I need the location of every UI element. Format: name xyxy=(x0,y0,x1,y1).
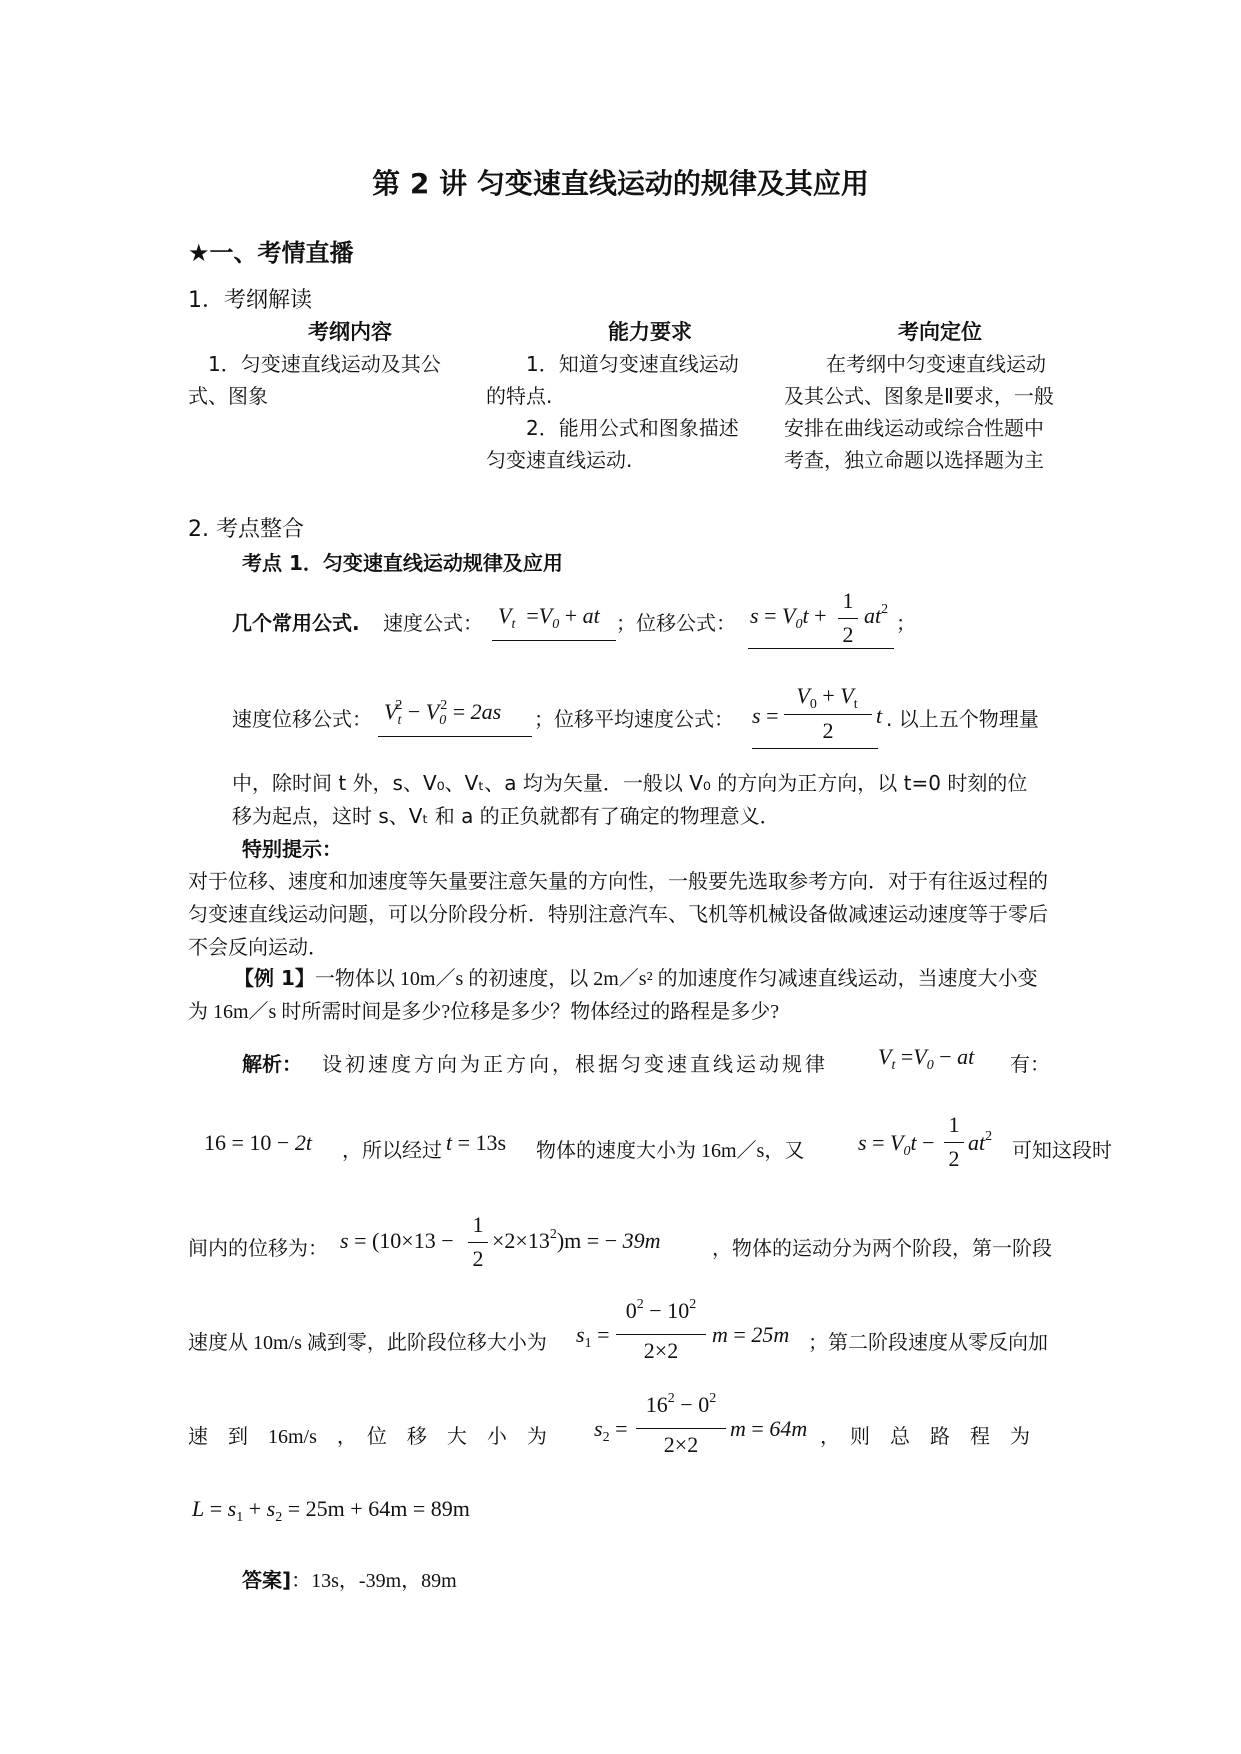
speed-disp-formula: $V_t^2 - V_0^2 = 2as$ xyxy=(384,698,502,728)
disp-frac-den: 2 xyxy=(842,622,854,647)
paragraph-line-1: 中，除时间 t 外，s、V₀、Vₜ、a 均为矢量．一般以 V₀ 的方向为正方向，以 t=0 时刻的位 xyxy=(232,771,1028,795)
solution-text-3-tail: ，物体的运动分为两个阶段，第一阶段 xyxy=(712,1236,1052,1260)
solution-text-5: 速 到 16m/s ， 位 移 大 小 为 xyxy=(188,1426,547,1448)
avg-formula-s: s = xyxy=(752,703,779,728)
displacement-frac-den: 2 xyxy=(472,1246,484,1271)
solution-text-1: 设初速度方向为正方向，根据匀变速直线运动规律 xyxy=(322,1052,828,1076)
displacement-expr-a: s = (10×13 − xyxy=(340,1228,454,1253)
s2-label: $s_2$ = xyxy=(594,1416,628,1445)
solution-text-5-tail: ， 则 总 路 程 为 xyxy=(820,1424,1030,1448)
total-path-equation: $L = s_1 + s_2 = 25m + 64m = 89m$ xyxy=(192,1496,470,1525)
formula-line-tail: . 以上五个物理量 xyxy=(886,707,1039,731)
table-header-ability: 能力要求 xyxy=(608,320,692,344)
disp-frac-bar xyxy=(838,618,858,619)
formula-lead: 几个常用公式. xyxy=(232,611,360,635)
solution-text-3: 间内的位移为： xyxy=(188,1236,328,1260)
table-header-direction: 考向定位 xyxy=(898,320,982,344)
solution-text-2c: 可知这段时 xyxy=(1012,1138,1112,1162)
avg-formula-t: t xyxy=(876,703,883,728)
solution-formula-2: $s = V_0t$ − xyxy=(858,1130,935,1159)
table-header-content: 考纲内容 xyxy=(308,320,392,344)
speed-formula-label: 速度公式： xyxy=(383,611,483,635)
solution-text-2a: ，所以经过 xyxy=(342,1138,442,1162)
s1-result: m = 25m xyxy=(712,1322,790,1347)
avg-frac-den: 2 xyxy=(822,718,834,743)
page-title: 第 2 讲 匀变速直线运动的规律及其应用 xyxy=(372,167,869,200)
tip-label: 特别提示： xyxy=(242,837,342,861)
solution-frac-num-2: 1 xyxy=(948,1112,960,1137)
displacement-frac-bar xyxy=(468,1242,488,1243)
table-cell-ability-2: 2．能用公式和图象描述匀变速直线运动. xyxy=(486,416,739,472)
avg-formula-underline xyxy=(752,748,878,749)
speed-disp-label: 速度位移公式： xyxy=(232,707,372,731)
disp-formula-right: $at^2$ xyxy=(864,602,889,628)
displacement-frac-num: 1 xyxy=(472,1212,484,1237)
solution-label: 解析： xyxy=(242,1052,302,1076)
subsection-heading-2: 2. 考点整合 xyxy=(188,517,304,542)
s2-frac-num: $16^2 - 0^2$ xyxy=(645,1391,717,1417)
disp-formula-underline xyxy=(748,648,894,649)
disp-formula-left: $s = V_0t$ + xyxy=(750,603,827,632)
solution-text-4: 速度从 10m/s 减到零，此阶段位移大小为 xyxy=(188,1332,547,1354)
disp-formula-label: ；位移公式： xyxy=(616,611,736,635)
equation-16: 16 = 10 − 2t xyxy=(204,1130,312,1155)
speed-disp-underline xyxy=(378,736,532,737)
solution-text-4-tail: ；第二阶段速度从零反向加 xyxy=(808,1330,1048,1354)
s1-label: $s_1$ = xyxy=(576,1322,610,1351)
table-cell-ability-1: 1．知道匀变速直线运动的特点. xyxy=(486,352,739,408)
solution-at2: $at^2$ xyxy=(968,1129,993,1155)
s2-result: m = 64m xyxy=(730,1416,808,1441)
example-question: 【例 1】一物体以 10m／s 的初速度，以 2m／s² 的加速度作匀减速直线运动，当速度大小变为 16m／s 时所需时间是多少?位移是多少？物体经过的路程是多少? xyxy=(188,966,1038,1023)
disp-frac-num: 1 xyxy=(842,588,854,613)
tip-text: 对于位移、速度和加速度等矢量要注意矢量的方向性，一般要先选取参考方向．对于有往返过程的匀变速直线运动问题，可以分阶段分析．特别注意汽车、飞机等机械设备做减速运动速度等于零后不会反向运动． xyxy=(188,869,1048,959)
solution-t-13s: t = 13s xyxy=(446,1130,507,1155)
avg-frac-bar xyxy=(784,714,872,715)
s1-frac-bar xyxy=(616,1334,706,1335)
s2-frac-den: 2×2 xyxy=(663,1432,699,1457)
s1-frac-den: 2×2 xyxy=(643,1338,679,1363)
subsection-heading: 1．考纲解读 xyxy=(188,288,312,313)
displacement-expr-b: $\times 2\times 13^2)m$ = − 39m xyxy=(492,1227,661,1253)
s2-frac-bar xyxy=(636,1428,726,1429)
table-cell-content: 1．匀变速直线运动及其公式、图象 xyxy=(188,352,441,408)
table-cell-direction: 在考纲中匀变速直线运动及其公式、图象是Ⅱ要求，一般安排在曲线运动或综合性题中考查，独立命题以选择题为主 xyxy=(784,352,1054,472)
formula-separator: ； xyxy=(896,611,916,635)
avg-formula-label: ；位移平均速度公式： xyxy=(534,707,734,731)
speed-formula-underline xyxy=(492,640,616,641)
section-heading: ★一、考情直播 xyxy=(188,239,354,267)
solution-formula-1: $V_t =V_0$ − at xyxy=(878,1044,975,1073)
solution-frac-den-2: 2 xyxy=(948,1146,960,1171)
solution-text-2b: 物体的速度大小为 16m／s，又 xyxy=(536,1140,805,1162)
paragraph-line-2: 移为起点，这时 s、Vₜ 和 a 的正负就都有了确定的物理意义． xyxy=(232,804,780,828)
solution-frac-bar-2 xyxy=(944,1142,964,1143)
avg-frac-num: $V_0 + V_t$ xyxy=(796,683,858,712)
kaodian-heading: 考点 1．匀变速直线运动规律及应用 xyxy=(242,551,563,575)
speed-formula: $V_t =V_0$ + at xyxy=(498,603,600,632)
s1-frac-num: $0^2 - 10^2$ xyxy=(625,1297,697,1323)
solution-text-1-end: 有： xyxy=(1010,1052,1050,1076)
answer: 答案]：13s，-39m，89m xyxy=(242,1568,457,1592)
